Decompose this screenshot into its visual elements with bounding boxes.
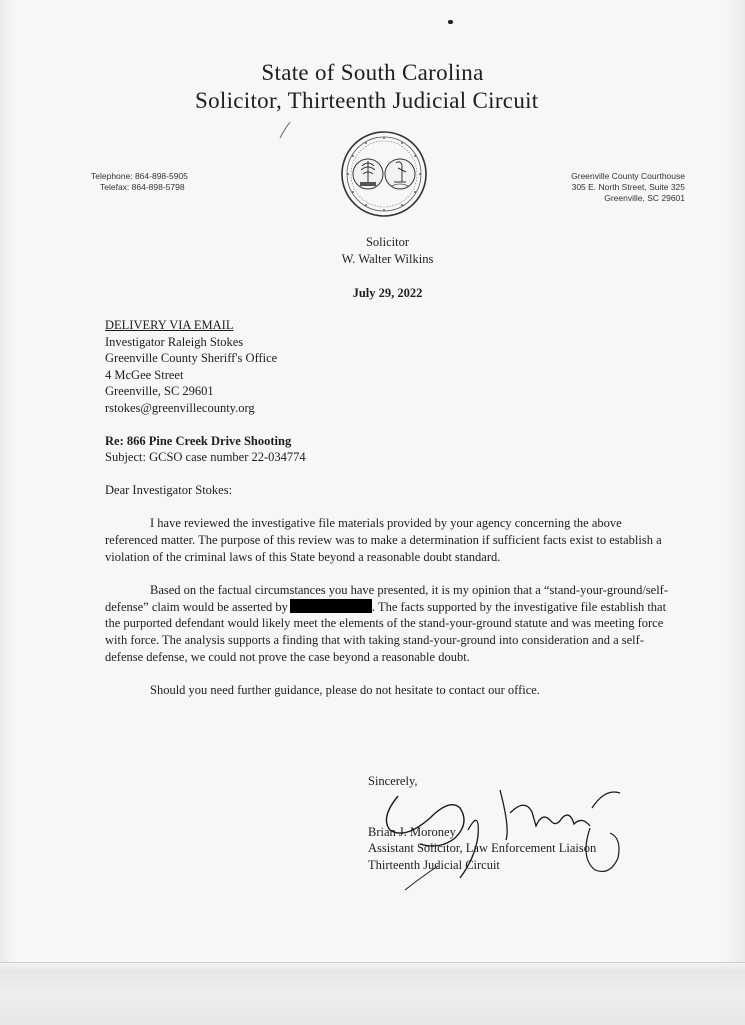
pen-mark (272, 120, 292, 140)
recipient-email: rstokes@greenvillecounty.org (105, 400, 255, 415)
sign-off: Sincerely, (368, 774, 418, 788)
re-line: Re: 866 Pine Creek Drive Shooting (105, 433, 292, 448)
recipient-street: 4 McGee Street (105, 367, 184, 382)
state-seal-icon (340, 130, 428, 218)
recipient-office: Greenville County Sheriff's Office (105, 351, 278, 366)
header-office-title: Solicitor, Thirteenth Judicial Circuit (195, 88, 539, 113)
solicitor-block (0, 234, 745, 268)
contact-address-block (571, 171, 685, 204)
paragraph-opinion-start: Based on the factual circumstances you have presented, it is my opinion that a “stand-your-ground/self-defense” claim would be asserted by (105, 583, 668, 614)
salutation: Dear Investigator Stokes: (105, 482, 233, 497)
contact-phone-block (91, 171, 188, 193)
paragraph-opinion (105, 582, 675, 665)
delivery-method: DELIVERY VIA EMAIL (105, 318, 234, 332)
scan-speck (448, 20, 453, 24)
signer-circuit: Thirteenth Judicial Circuit (368, 857, 500, 872)
subject-line: Subject: GCSO case number 22-034774 (105, 450, 306, 465)
signer-name: Brian J. Moroney (368, 824, 456, 839)
paragraph-review: I have reviewed the investigative file materials provided by your agency concerning the above referenced matter. The purpose of this review was to make a determination if sufficient facts exist to establish a violation of the criminal laws of this State beyond a reasonable doubt standard. (105, 516, 662, 564)
solicitor-title: Solicitor (365, 235, 410, 249)
recipient-city: Greenville, SC 29601 (105, 384, 214, 399)
telephone-line: Telephone: 864-898-5905 (91, 171, 188, 181)
closing-block (368, 773, 596, 873)
scan-shadow-edge (0, 962, 745, 1025)
letter-date: July 29, 2022 (352, 286, 423, 300)
signer-title: Assistant Solicitor, Law Enforcement Liaison (368, 841, 597, 856)
letter-body (105, 317, 675, 716)
header-state-title: State of South Carolina (261, 60, 484, 85)
paragraph-opinion-end: . The facts supported by the investigative file establish that the purported defendant would likely meet the elements of the stand-your-ground statute and was meeting force with force. The analysis supports a finding that with taking stand-your-ground into consideration and a self-defense defense, we could not prove the case beyond a reasonable doubt. (105, 599, 667, 664)
address-line-1: Greenville County Courthouse (571, 171, 685, 181)
recipient-name: Investigator Raleigh Stokes (105, 334, 244, 349)
telefax-line: Telefax: 864-898-5798 (100, 182, 185, 192)
solicitor-name: W. Walter Wilkins (341, 252, 434, 266)
address-line-2: 305 E. North Street, Suite 325 (571, 182, 685, 192)
redacted-name-box (290, 599, 372, 613)
address-line-3: Greenville, SC 29601 (604, 193, 685, 203)
paragraph-guidance: Should you need further guidance, please do not hesitate to contact our office. (150, 683, 540, 698)
